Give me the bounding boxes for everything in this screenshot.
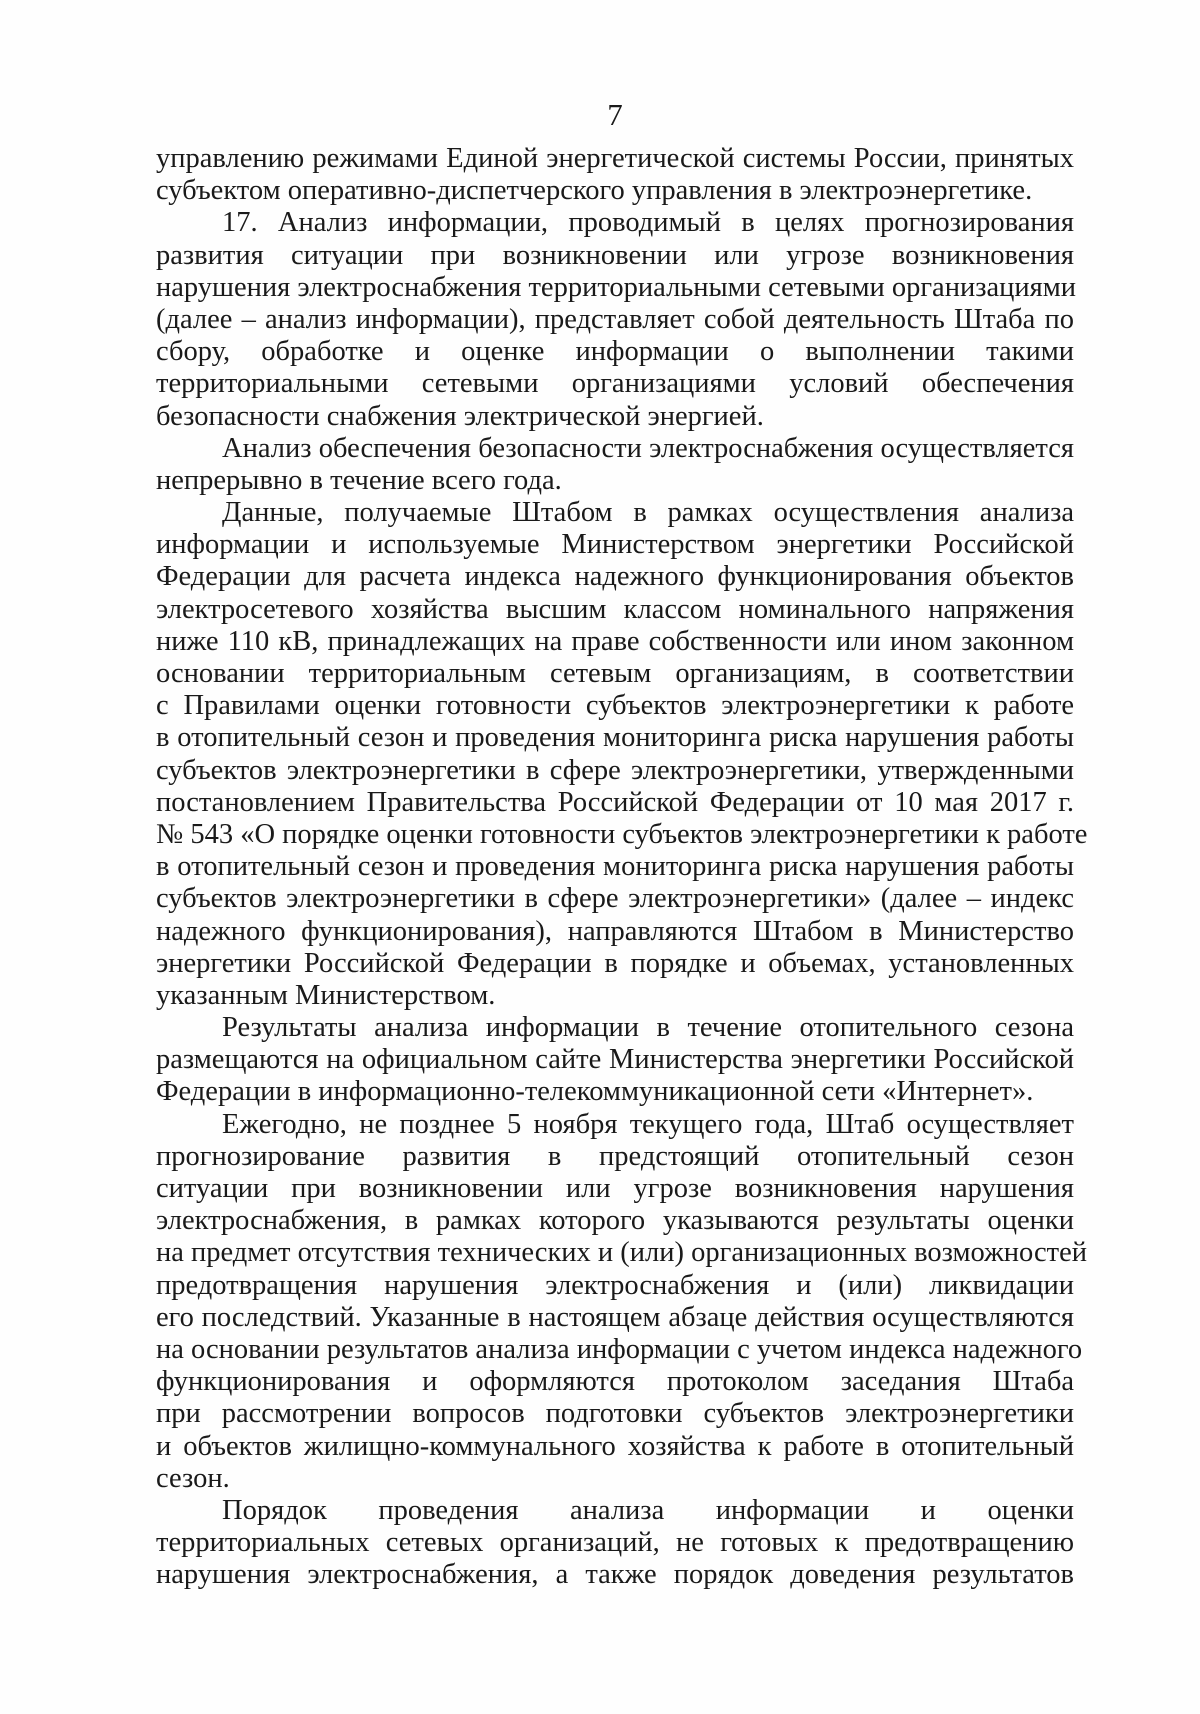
page-number: 7 — [607, 97, 623, 132]
text-line: Результаты анализа информации в течение отопительного сезона — [222, 1012, 1074, 1044]
text-line: Федерации в информационно-телекоммуникационной сети «Интернет». — [156, 1076, 1034, 1108]
text-line: при рассмотрении вопросов подготовки субъектов электроэнергетики — [156, 1398, 1074, 1430]
text-line: на предмет отсутствия технических и (или) организационных возможностей — [156, 1237, 1088, 1269]
text-line: территориальными сетевыми организациями условий обеспечения — [156, 368, 1074, 400]
text-line: Анализ обеспечения безопасности электроснабжения осуществляется — [222, 432, 1074, 464]
text-line: безопасности снабжения электрической энергией. — [156, 400, 764, 432]
text-line: энергетики Российской Федерации в порядке и объемах, установленных — [156, 947, 1074, 979]
text-line: (далее – анализ информации), представляет собой деятельность Штаба по — [156, 303, 1074, 335]
document-body — [156, 143, 1088, 1591]
text-line: и объектов жилищно-коммунального хозяйства к работе в отопительный — [156, 1430, 1074, 1462]
text-line: Федерации для расчета индекса надежного функционирования объектов — [156, 561, 1074, 593]
text-line: электросетевого хозяйства высшим классом номинального напряжения — [156, 593, 1074, 625]
text-line: нарушения электроснабжения, а также порядок доведения результатов — [156, 1559, 1074, 1591]
text-line: № 543 «О порядке оценки готовности субъектов электроэнергетики к работе — [156, 818, 1088, 850]
text-line: Ежегодно, не позднее 5 ноября текущего года, Штаб осуществляет — [222, 1108, 1074, 1140]
text-line: с Правилами оценки готовности субъектов электроэнергетики к работе — [156, 690, 1074, 722]
text-line: надежного функционирования), направляются Штабом в Министерство — [156, 915, 1074, 947]
text-line: субъектов электроэнергетики в сфере электроэнергетики» (далее – индекс — [156, 883, 1074, 915]
text-line: сезон. — [156, 1462, 230, 1494]
text-line: прогнозирование развития в предстоящий отопительный сезон — [156, 1140, 1074, 1172]
text-line: развития ситуации при возникновении или угрозе возникновения — [156, 239, 1074, 271]
text-line: субъектом оперативно-диспетчерского управления в электроэнергетике. — [156, 175, 1033, 207]
text-line: предотвращения нарушения электроснабжения и (или) ликвидации — [156, 1269, 1074, 1301]
text-line: информации и используемые Министерством энергетики Российской — [156, 529, 1074, 561]
text-line: управлению режимами Единой энергетической системы России, принятых — [156, 143, 1074, 174]
text-line: нарушения электроснабжения территориальными сетевыми организациями — [156, 271, 1077, 303]
text-line: указанным Министерством. — [156, 979, 496, 1011]
text-line: на основании результатов анализа информации с учетом индекса надежного — [156, 1333, 1083, 1365]
text-line: 17. Анализ информации, проводимый в целях прогнозирования — [222, 207, 1074, 239]
text-line: ниже 110 кВ, принадлежащих на праве собственности или ином законном — [156, 625, 1074, 657]
text-line: в отопительный сезон и проведения мониторинга риска нарушения работы — [156, 851, 1074, 883]
text-line: постановлением Правительства Российской Федерации от 10 мая 2017 г. — [156, 786, 1074, 818]
text-line: субъектов электроэнергетики в сфере электроэнергетики, утвержденными — [156, 754, 1074, 786]
text-line: основании территориальным сетевым организациям, в соответствии — [156, 658, 1074, 689]
text-line: Данные, получаемые Штабом в рамках осуществления анализа — [222, 497, 1074, 529]
text-line: его последствий. Указанные в настоящем абзаце действия осуществляются — [156, 1301, 1074, 1333]
text-line: территориальных сетевых организаций, не готовых к предотвращению — [156, 1527, 1074, 1559]
text-line: в отопительный сезон и проведения мониторинга риска нарушения работы — [156, 722, 1074, 754]
text-line: Порядок проведения анализа информации и оценки — [222, 1494, 1074, 1526]
text-line: сбору, обработке и оценке информации о выполнении такими — [156, 336, 1074, 368]
text-line: непрерывно в течение всего года. — [156, 464, 562, 496]
text-line: размещаются на официальном сайте Министерства энергетики Российской — [156, 1044, 1074, 1076]
text-line: функционирования и оформляются протоколом заседания Штаба — [156, 1366, 1074, 1398]
text-line: ситуации при возникновении или угрозе возникновения нарушения — [156, 1173, 1074, 1204]
text-line: электроснабжения, в рамках которого указываются результаты оценки — [156, 1205, 1074, 1237]
